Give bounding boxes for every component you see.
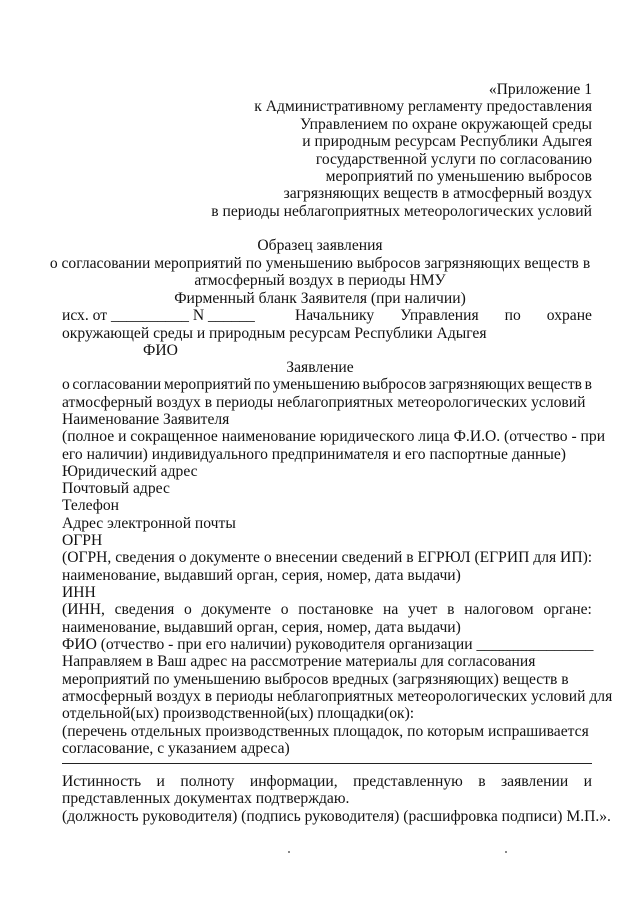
sites-hint: (перечень отдельных производственных площадок, по которым испрашивается <box>62 723 589 740</box>
applicant-name-hint: (полное и сокращенное наименование юридического лица Ф.И.О. (отчество - при <box>62 428 606 445</box>
application-intro-line: атмосферный воздух в периоды неблагоприятных метеорологических условий <box>62 394 586 411</box>
confirmation-word: представленную <box>353 773 463 790</box>
inn-label: ИНН <box>62 584 96 601</box>
appendix-header-line: государственной услуги по согласованию <box>315 151 592 168</box>
addressee-fio: ФИО <box>143 342 178 359</box>
application-intro-text: о согласовании мероприятий по уменьшению выбросов загрязняющих веществ в <box>62 376 592 393</box>
addressee-line <box>295 307 592 324</box>
addressee-word: Начальнику <box>295 307 375 324</box>
confirmation-word: заявлении <box>501 773 569 790</box>
appendix-number: «Приложение 1 <box>488 81 592 98</box>
email-label: Адрес электронной почты <box>62 515 236 532</box>
confirmation-word: и <box>156 773 165 790</box>
application-intro-line <box>62 376 592 393</box>
confirmation-word: в <box>478 773 486 790</box>
inn-hint: (ИНН, сведения о документе о постановке на учет в налоговом органе: <box>62 601 592 618</box>
ogrn-hint: наименование, выдавший орган, серия, номер, дата выдачи) <box>62 567 461 584</box>
addressee-line-2: окружающей среды и природным ресурсам Республики Адыгея <box>62 325 487 342</box>
letterhead-note: Фирменный бланк Заявителя (при наличии) <box>174 290 466 307</box>
inn-hint: наименование, выдавший орган, серия, номер, дата выдачи) <box>62 619 461 636</box>
request-paragraph-line: мероприятий по уменьшению выбросов вредных (загрязняющих) веществ в <box>62 671 569 688</box>
confirmation-word: информации, <box>249 773 338 790</box>
addressee-word: по <box>504 307 521 324</box>
request-paragraph-line: атмосферный воздух в периоды неблагоприятных метеорологических условий для <box>62 688 613 705</box>
application-title: Заявление <box>286 359 354 376</box>
addressee-word: охране <box>546 307 592 324</box>
confirmation-word: полноту <box>180 773 235 790</box>
appendix-header-line: в периоды неблагоприятных метеорологических условий <box>211 203 592 220</box>
sample-subtitle-line: о согласовании мероприятий по уменьшению выбросов загрязняющих веществ в <box>49 255 591 272</box>
appendix-header-line: мероприятий по уменьшению выбросов <box>325 168 592 185</box>
phone-label: Телефон <box>62 497 119 514</box>
legal-address-label: Юридический адрес <box>62 463 198 480</box>
confirmation-word: Истинность <box>62 773 142 790</box>
director-fio-field: ФИО (отчество - при его наличии) руководителя организации _______________ <box>62 636 594 653</box>
ogrn-label: ОГРН <box>62 532 103 549</box>
sites-hint: согласование, с указанием адреса) <box>62 740 290 757</box>
addressee-word: Управления <box>400 307 479 324</box>
confirmation-word: и <box>583 773 592 790</box>
signature-line: (должность руководителя) (подпись руководителя) (расшифровка подписи) М.П.». <box>62 808 611 825</box>
applicant-name-hint: его наличии) индивидуального предпринимателя и его паспортные данные) <box>62 446 566 463</box>
appendix-header-line: и природным ресурсам Республики Адыгея <box>302 133 592 150</box>
applicant-name-label: Наименование Заявителя <box>62 411 230 428</box>
appendix-header-line: загрязняющих веществ в атмосферный воздух <box>283 185 592 202</box>
ogrn-hint: (ОГРН, сведения о документе о внесении сведений в ЕГРЮЛ (ЕГРИП для ИП): <box>62 549 593 566</box>
scan-speck <box>505 851 507 853</box>
sample-subtitle-line: атмосферный воздух в периоды НМУ <box>194 272 446 289</box>
request-paragraph-line: отдельной(ых) производственной(ых) площадки(ок): <box>62 705 415 722</box>
confirmation-line <box>62 773 592 790</box>
appendix-header-line: к Административному регламенту предоставления <box>254 98 592 115</box>
outgoing-reference: исх. от __________ N ______ <box>62 307 255 324</box>
confirmation-line-2: представленных документах подтверждаю. <box>62 790 350 807</box>
separator-line <box>62 763 592 764</box>
scan-speck <box>288 851 290 853</box>
postal-address-label: Почтовый адрес <box>62 480 170 497</box>
request-paragraph-line: Направляем в Ваш адрес на рассмотрение материалы для согласования <box>62 653 536 670</box>
appendix-header-line: Управлением по охране окружающей среды <box>299 116 592 133</box>
sample-title: Образец заявления <box>257 237 383 254</box>
inn-hint-line <box>62 601 592 618</box>
